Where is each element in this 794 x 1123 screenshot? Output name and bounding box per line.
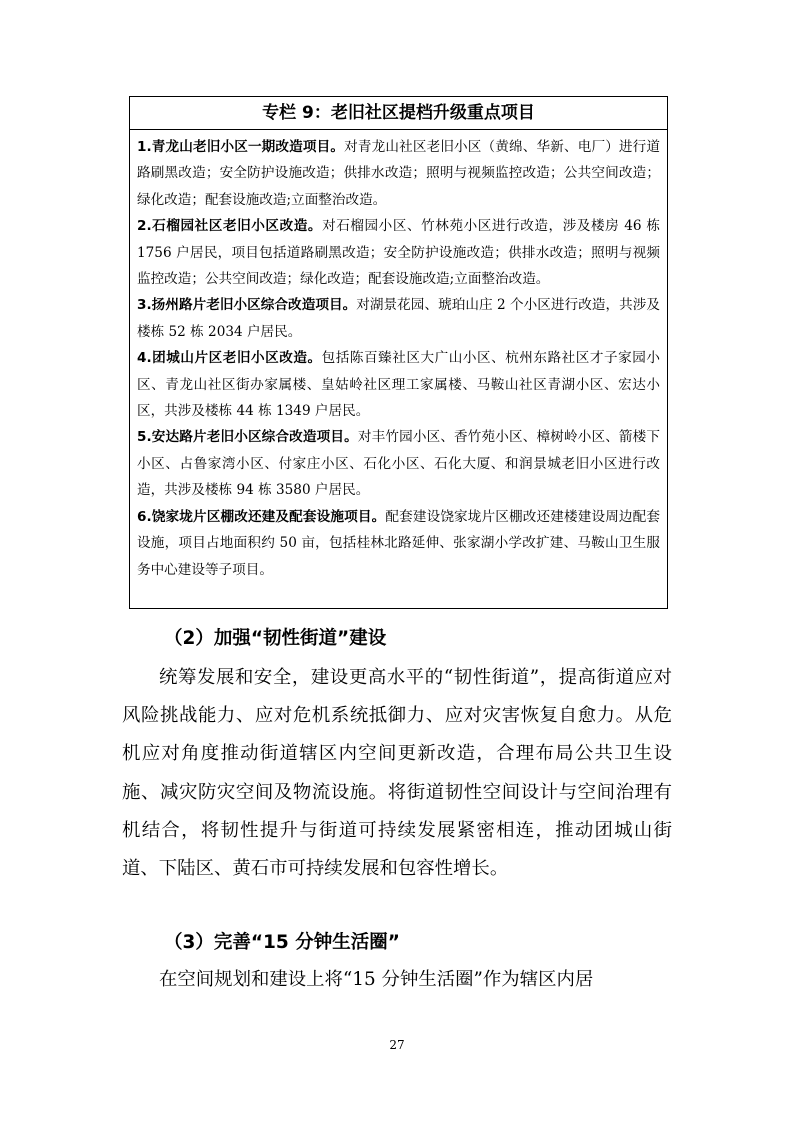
project-item-lead: 6.饶家垅片区棚改还建及配套设施项目。 [137,508,386,525]
box-body [130,130,667,583]
project-item-lead: 3.扬州路片老旧小区综合改造项目。 [137,297,357,314]
project-item [137,292,660,345]
project-item-lead: 2.石榴园社区老旧小区改造。 [137,218,323,235]
section-paragraph: 在空间规划和建设上将“15 分钟生活圈”作为辖区内居 [159,969,594,990]
project-item-text: 对湖景花园、琥珀山庄 2 个小区进行改造，共涉及楼栋 52 栋 2034 户居民。 [137,297,660,340]
section-heading: （2）加强“韧性街道”建设 [164,628,387,649]
project-item-text: 对青龙山社区老旧小区（黄绵、华新、电厂）进行道路刷黑改造；安全防护设施改造；供排水改造；照明与视频监控改造；公共空间改造；绿化改造；配套设施改造;立面整治改造。 [137,139,661,208]
page-number: 27 [389,1038,405,1052]
project-item [137,504,660,583]
project-item-text: 对石榴园小区、竹林苑小区进行改造，涉及楼房 46 栋 1756 户居民，项目包括道路刷黑改造；安全防护设施改造；供排水改造；照明与视频监控改造；公共空间改造；绿化改造；配套设施改造;立面整治改造。 [137,218,660,288]
project-item [137,213,660,292]
project-item-text: 包括陈百臻社区大广山小区、杭州东路社区才子家园小区、青龙山社区街办家属楼、皇姑岭社区理工家属楼、马鞍山社区青湖小区、宏达小区，共涉及楼栋 44 栋 1349 户居民。 [137,350,660,420]
project-item-lead: 5.安达路片老旧小区综合改造项目。 [137,429,358,446]
project-item-lead: 1.青龙山老旧小区一期改造项目。 [137,139,345,155]
section-paragraph: 统筹发展和安全，建设更高水平的“韧性街道”，提高街道应对风险挑战能力、应对危机系统抵御力、应对灾害恢复自愈力。从危机应对角度推动街道辖区内空间更新改造，合理布局公共卫生设施、减灾防灾空间及物流设施。将街道韧性空间设计与空间治理有机结合，将韧性提升与街道可持续发展紧密相连，推动团城山街道、下陆区、黄石市可持续发展和包容性增长。 [122,667,672,880]
project-item [137,345,660,424]
project-item-text: 对丰竹园小区、香竹苑小区、樟树岭小区、箭楼下小区、占鲁家湾小区、付家庄小区、石化小区、石化大厦、和润景城老旧小区进行改造，共涉及楼栋 94 栋 3580 户居民。 [137,429,661,499]
project-item [137,134,660,213]
section-heading: （3）完善“15 分钟生活圈” [164,932,400,953]
special-column-box [129,96,668,609]
box-title: 专栏 9：老旧社区提档升级重点项目 [130,97,667,130]
project-item-lead: 4.团城山片区老旧小区改造。 [137,350,322,367]
project-item-text: 配套建设饶家垅片区棚改还建楼建设周边配套设施，项目占地面积约 50 亩，包括桂林北路延伸、张家湖小学改扩建、马鞍山卫生服务中心建设等子项目。 [137,508,661,578]
project-item [137,424,660,503]
